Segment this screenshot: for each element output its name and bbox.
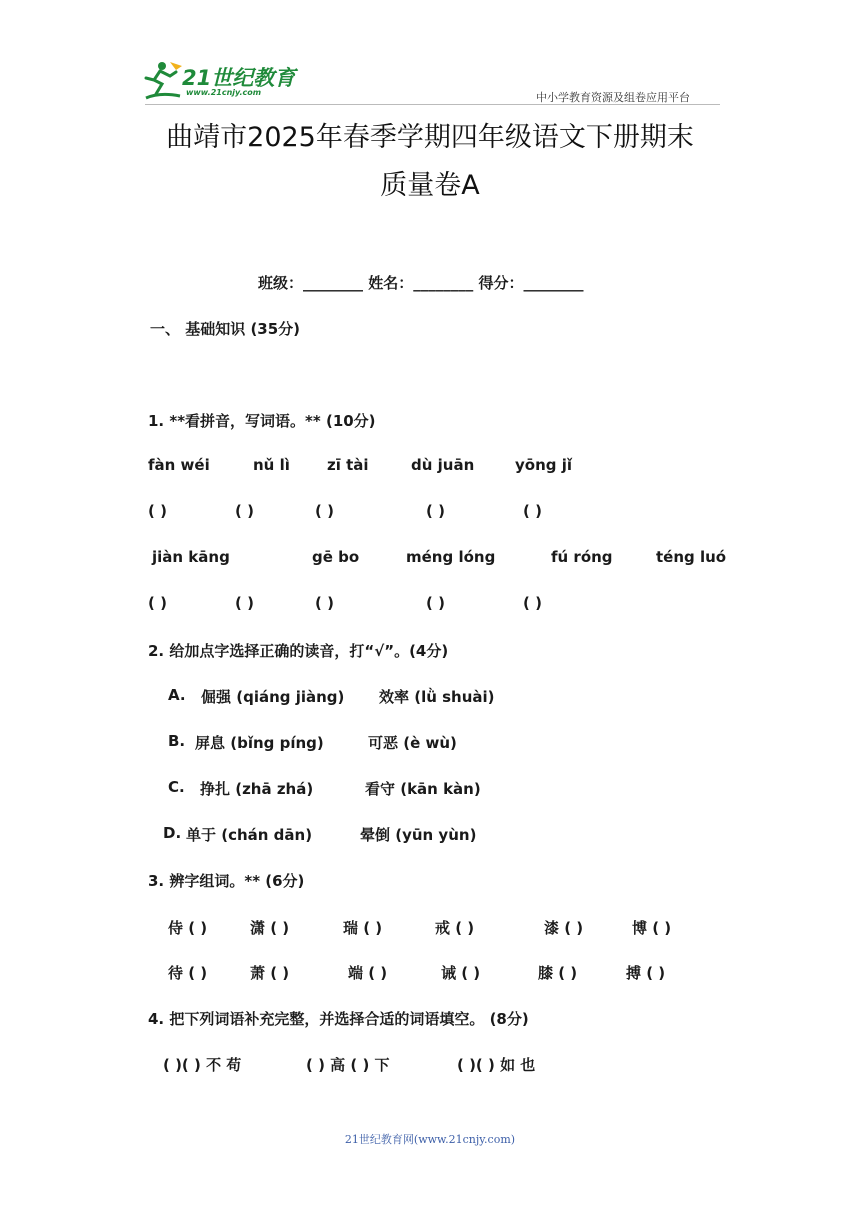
char-blank[interactable]: 搏 ( ) [626,964,666,982]
question-1-heading: 1. **看拼音，写词语。** (10分) [148,412,376,430]
document-title-line1: 曲靖市2025年春季学期四年级语文下册期末 [166,122,694,153]
site-logo [140,58,310,102]
answer-blank[interactable]: ( ) [148,502,167,520]
char-blank[interactable]: 侍 ( ) [168,919,208,937]
header-divider [145,104,720,105]
answer-blank[interactable]: ( ) [426,594,445,612]
footer-link[interactable]: 21世纪教育网(www.21cnjy.com) [344,1133,516,1146]
pinyin-item: fú róng [551,548,613,566]
option-choice[interactable]: 屏息 (bǐng píng) [195,734,324,752]
pinyin-item: yōng jǐ [515,456,573,474]
pinyin-item: fàn wéi [148,456,210,474]
idiom-blank[interactable]: ( )( ) 不 苟 [163,1056,242,1074]
answer-blank[interactable]: ( ) [315,594,334,612]
char-blank[interactable]: 端 ( ) [348,964,388,982]
pinyin-item: nǔ lì [253,456,290,474]
option-choice[interactable]: 晕倒 (yūn yùn) [360,826,477,844]
answer-blank[interactable]: ( ) [235,502,254,520]
pinyin-item: gē bo [312,548,360,566]
char-blank[interactable]: 戒 ( ) [435,919,475,937]
option-letter: B. [168,732,186,750]
idiom-blank[interactable]: ( )( ) 如 也 [457,1056,536,1074]
option-choice[interactable]: 效率 (lǜ shuài) [379,688,495,706]
answer-blank[interactable]: ( ) [426,502,445,520]
question-2-heading: 2. 给加点字选择正确的读音，打“√”。(4分) [148,642,449,660]
logo-url: www.21cnjy.com [186,88,262,97]
option-choice[interactable]: 看守 (kān kàn) [365,780,481,798]
question-4-heading: 4. 把下列词语补充完整，并选择合适的词语填空。 (8分) [148,1010,529,1028]
char-blank[interactable]: 待 ( ) [168,964,208,982]
option-letter: D. [163,824,182,842]
char-blank[interactable]: 膝 ( ) [538,964,578,982]
option-choice[interactable]: 挣扎 (zhā zhá) [200,780,314,798]
char-blank[interactable]: 瑞 ( ) [343,919,383,937]
logo-text: 21世纪教育 [182,66,296,90]
char-blank[interactable]: 诫 ( ) [441,964,481,982]
option-letter: C. [168,778,185,796]
char-blank[interactable]: 萧 ( ) [250,964,290,982]
answer-blank[interactable]: ( ) [523,502,542,520]
answer-blank[interactable]: ( ) [315,502,334,520]
student-info-line: 班级：________ 姓名：________ 得分：________ [258,274,584,292]
section-heading: 一、 基础知识 (35分) [150,320,301,338]
char-blank[interactable]: 漆 ( ) [544,919,584,937]
pinyin-item: dù juān [411,456,475,474]
char-blank[interactable]: 潇 ( ) [250,919,290,937]
answer-blank[interactable]: ( ) [523,594,542,612]
pinyin-item: zī tài [327,456,369,474]
option-choice[interactable]: 倔强 (qiáng jiàng) [201,688,345,706]
answer-blank[interactable]: ( ) [148,594,167,612]
document-title-line2: 质量卷A [380,170,480,201]
char-blank[interactable]: 博 ( ) [632,919,672,937]
question-3-heading: 3. 辨字组词。** (6分) [148,872,305,890]
pinyin-item: téng luó [656,548,727,566]
option-choice[interactable]: 单于 (chán dān) [186,826,313,844]
runner-logo-icon [140,58,184,102]
option-choice[interactable]: 可恶 (è wù) [368,734,457,752]
option-letter: A. [168,686,186,704]
idiom-blank[interactable]: ( ) 高 ( ) 下 [306,1056,390,1074]
pinyin-item: jiàn kāng [152,548,230,566]
pinyin-item: méng lóng [406,548,496,566]
platform-tagline: 中小学教育资源及组卷应用平台 [536,91,690,104]
answer-blank[interactable]: ( ) [235,594,254,612]
